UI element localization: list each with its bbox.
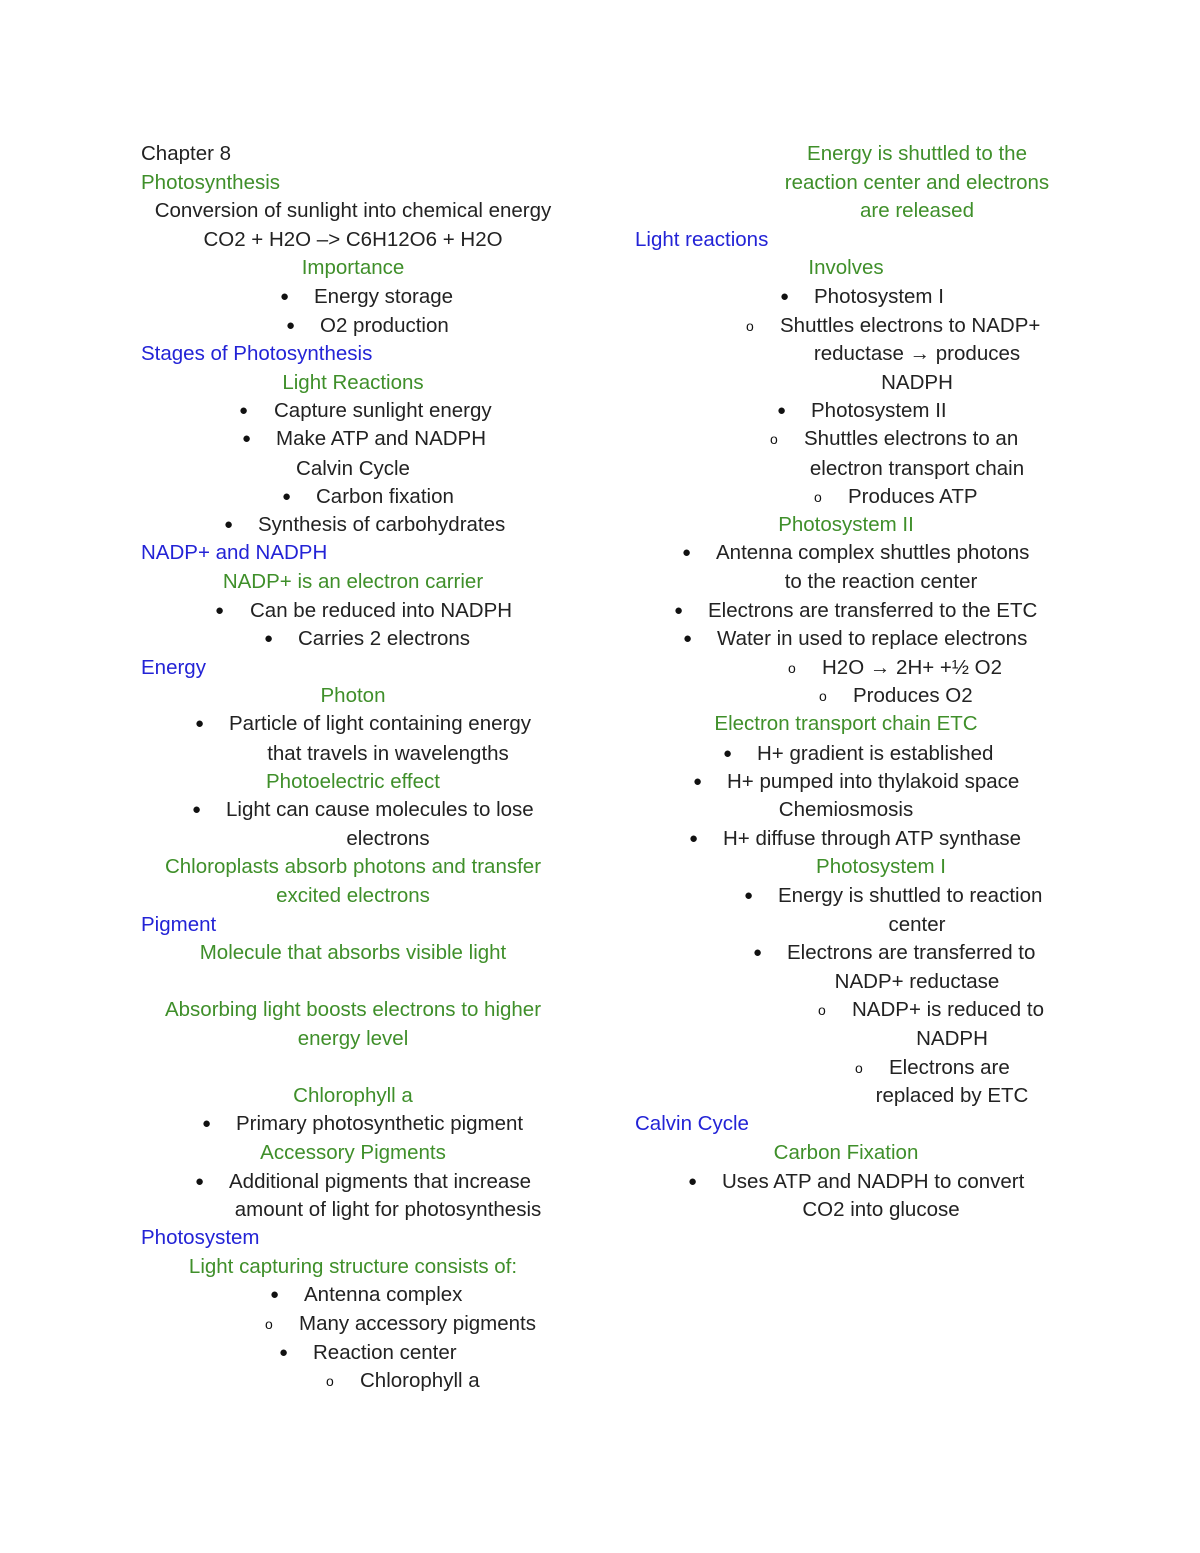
list-item: Electrons are transferred to the ETC <box>708 599 1038 622</box>
heading-calvin-cycle-detail: Calvin Cycle <box>635 1112 749 1135</box>
list-subitem-continued: NADPH <box>881 371 953 394</box>
list-item: H+ diffuse through ATP synthase <box>723 827 1022 850</box>
bullet-icon: ● <box>280 288 290 305</box>
photosystem-subheading: Light capturing structure consists of: <box>188 1255 518 1278</box>
chemiosmosis-label: Chemiosmosis <box>778 798 914 821</box>
list-subitem: H2O → 2H+ +½ O2 <box>822 656 1003 679</box>
list-item: Can be reduced into NADPH <box>250 599 513 622</box>
hollow-bullet-icon: o <box>788 660 796 676</box>
hollow-bullet-icon: o <box>814 489 822 505</box>
heading-photosynthesis: Photosynthesis <box>141 171 281 194</box>
list-subitem-continued: NADPH <box>916 1027 988 1050</box>
bullet-icon: ● <box>683 630 693 647</box>
bullet-icon: ● <box>753 944 763 961</box>
bullet-icon: ● <box>270 1286 280 1303</box>
list-item-continued: CO2 into glucose <box>802 1198 960 1221</box>
heading-photon: Photon <box>320 684 386 707</box>
hollow-bullet-icon: o <box>819 688 827 704</box>
list-item: Photosystem I <box>814 285 944 308</box>
photosynthesis-equation: CO2 + H2O –> C6H12O6 + H2O <box>203 228 503 251</box>
bullet-icon: ● <box>693 773 703 790</box>
bullet-icon: ● <box>689 830 699 847</box>
list-item: Light can cause molecules to lose <box>226 798 534 821</box>
list-item: Electrons are transferred to <box>787 941 1036 964</box>
heading-carbon-fixation: Carbon Fixation <box>773 1141 919 1164</box>
bullet-icon: ● <box>239 402 249 419</box>
hollow-bullet-icon: o <box>818 1002 826 1018</box>
list-item: Photosystem II <box>811 399 947 422</box>
pigment-boost-text: Absorbing light boosts electrons to higher <box>164 998 542 1021</box>
heading-energy: Energy <box>141 656 206 679</box>
list-item: Additional pigments that increase <box>229 1170 531 1193</box>
bullet-icon: ● <box>202 1115 212 1132</box>
heading-light-reactions: Light Reactions <box>282 371 424 394</box>
bullet-icon: ● <box>777 402 787 419</box>
shuttle-text: Energy is shuttled to the <box>807 142 1027 165</box>
list-subitem: Many accessory pigments <box>299 1312 536 1335</box>
heading-photosystem-i: Photosystem I <box>816 855 946 878</box>
list-subitem: Shuttles electrons to NADP+ <box>780 314 1041 337</box>
list-item: H+ gradient is established <box>757 742 994 765</box>
list-item-continued: to the reaction center <box>784 570 978 593</box>
list-item-continued: center <box>888 913 946 936</box>
list-subitem-continued: reductase → produces <box>813 342 1021 365</box>
list-subitem: Produces O2 <box>853 684 973 707</box>
list-item: Primary photosynthetic pigment <box>236 1112 524 1135</box>
nadp-subheading: NADP+ is an electron carrier <box>222 570 484 593</box>
hollow-bullet-icon: o <box>855 1060 863 1076</box>
list-item: Antenna complex shuttles photons <box>716 541 1030 564</box>
pigment-boost-text-continued: energy level <box>297 1027 409 1050</box>
list-item-continued: amount of light for photosynthesis <box>234 1198 542 1221</box>
chapter-title: Chapter 8 <box>141 142 232 165</box>
heading-involves: Involves <box>808 256 884 279</box>
bullet-icon: ● <box>264 630 274 647</box>
list-subitem-continued: replaced by ETC <box>875 1084 1029 1107</box>
pigment-definition: Molecule that absorbs visible light <box>199 941 507 964</box>
list-item: Particle of light containing energy <box>229 712 531 735</box>
list-item: Uses ATP and NADPH to convert <box>722 1170 1025 1193</box>
list-item: Antenna complex <box>304 1283 463 1306</box>
list-subitem-continued: electron transport chain <box>809 457 1025 480</box>
list-subitem: Electrons are <box>889 1056 1010 1079</box>
list-item-continued: NADP+ reductase <box>834 970 1000 993</box>
list-item: Energy is shuttled to reaction <box>778 884 1043 907</box>
list-item: Capture sunlight energy <box>274 399 492 422</box>
bullet-icon: ● <box>224 516 234 533</box>
bullet-icon: ● <box>723 745 733 762</box>
chloroplasts-text: Chloroplasts absorb photons and transfer <box>164 855 542 878</box>
heading-photosystem: Photosystem <box>141 1226 260 1249</box>
list-item: Carries 2 electrons <box>298 627 471 650</box>
list-item-continued: that travels in wavelengths <box>267 742 509 765</box>
heading-chlorophyll: Chlorophyll a <box>293 1084 413 1107</box>
photosynthesis-definition: Conversion of sunlight into chemical energy <box>154 199 552 222</box>
hollow-bullet-icon: o <box>746 318 754 334</box>
bullet-icon: ● <box>688 1173 698 1190</box>
bullet-icon: ● <box>195 1173 205 1190</box>
list-subitem: Shuttles electrons to an <box>804 427 1019 450</box>
bullet-icon: ● <box>744 887 754 904</box>
bullet-icon: ● <box>682 544 692 561</box>
list-subitem: Chlorophyll a <box>360 1369 480 1392</box>
bullet-icon: ● <box>780 288 790 305</box>
heading-photoelectric: Photoelectric effect <box>266 770 440 793</box>
hollow-bullet-icon: o <box>770 431 778 447</box>
list-item: O2 production <box>320 314 449 337</box>
heading-pigment: Pigment <box>141 913 217 936</box>
heading-photosystem-ii: Photosystem II <box>778 513 914 536</box>
hollow-bullet-icon: o <box>326 1373 334 1389</box>
bullet-icon: ● <box>192 801 202 818</box>
list-subitem: Produces ATP <box>848 485 978 508</box>
list-item: Make ATP and NADPH <box>276 427 487 450</box>
heading-calvin-cycle: Calvin Cycle <box>296 457 410 480</box>
list-item: Reaction center <box>313 1341 457 1364</box>
bullet-icon: ● <box>279 1344 289 1361</box>
bullet-icon: ● <box>286 317 296 334</box>
heading-importance: Importance <box>301 256 405 279</box>
list-item: Carbon fixation <box>316 485 454 508</box>
bullet-icon: ● <box>215 602 225 619</box>
shuttle-text-continued: reaction center and electrons <box>784 171 1050 194</box>
list-item: Water in used to replace electrons <box>717 627 1028 650</box>
heading-accessory-pigments: Accessory Pigments <box>260 1141 446 1164</box>
list-item: Energy storage <box>314 285 454 308</box>
heading-stages: Stages of Photosynthesis <box>141 342 373 365</box>
bullet-icon: ● <box>282 488 292 505</box>
list-item: H+ pumped into thylakoid space <box>727 770 1020 793</box>
shuttle-text-continued: are released <box>860 199 974 222</box>
bullet-icon: ● <box>195 715 205 732</box>
chloroplasts-text-continued: excited electrons <box>276 884 430 907</box>
heading-nadp: NADP+ and NADPH <box>141 541 328 564</box>
bullet-icon: ● <box>674 602 684 619</box>
heading-etc: Electron transport chain ETC <box>714 712 978 735</box>
bullet-icon: ● <box>242 430 252 447</box>
hollow-bullet-icon: o <box>265 1316 273 1332</box>
list-item: Synthesis of carbohydrates <box>258 513 506 536</box>
heading-light-reactions-detail: Light reactions <box>635 228 769 251</box>
list-item-continued: electrons <box>346 827 430 850</box>
list-subitem: NADP+ is reduced to <box>852 998 1044 1021</box>
